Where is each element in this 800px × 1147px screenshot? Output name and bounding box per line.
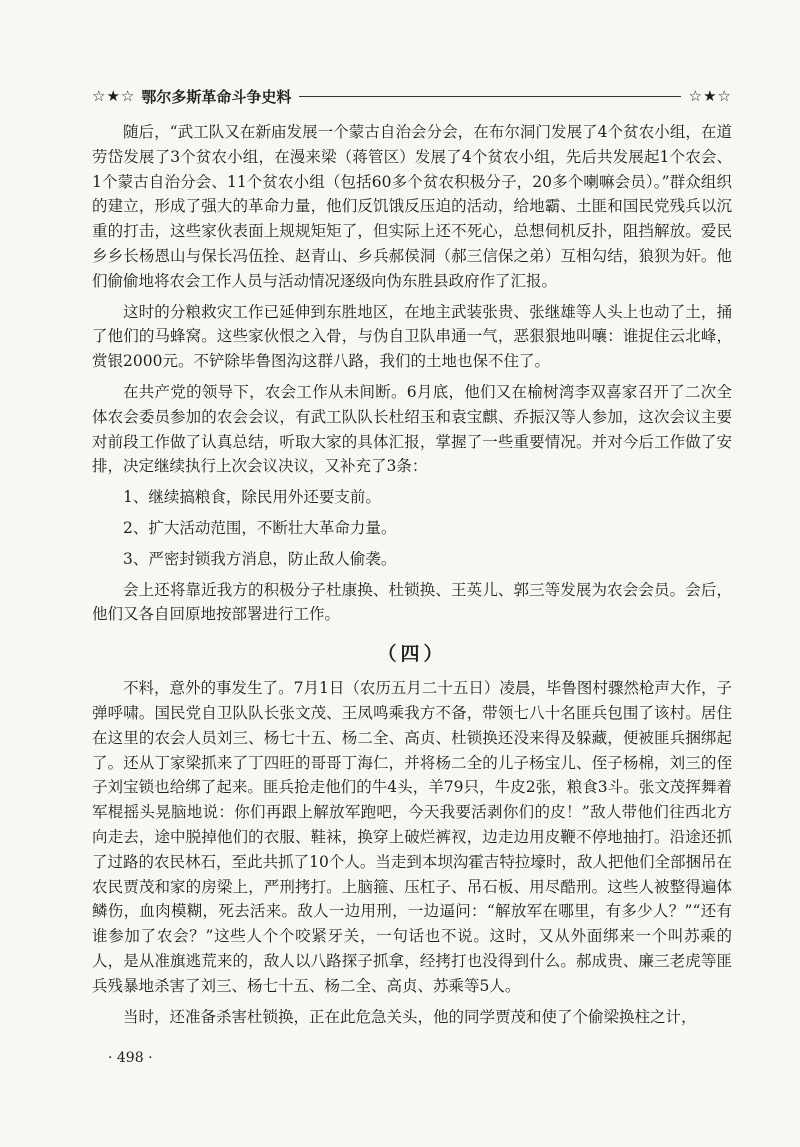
paragraph: 会上还将靠近我方的积极分子杜康换、杜锁换、王英儿、郭三等发展为农会会员。会后，他们又各自回原地按部署进行工作。 — [92, 580, 732, 624]
list-item: 1、继续搞粮食，除民用外还要支前。 — [123, 488, 381, 507]
page-body — [92, 120, 732, 1035]
header-title: 鄂尔多斯革命斗争史料 — [141, 87, 292, 106]
header-stars-right: ☆★☆ — [688, 87, 732, 105]
section-heading: （四） — [377, 643, 447, 666]
header-rule — [299, 96, 680, 97]
paragraph: 随后，“武工队又在新庙发展一个蒙古自治会分会，在布尔洞门发展了4个贫农小组，在道劳岱发展了3个贫农小组，在漫来梁（蒋管区）发展了4个贫农小组，先后共发展起1个农会、1个蒙古自治分会、11个贫农小组（包括60多个贫农积极分子，20多个喇嘛会员）。”群众组织的建立，形成了强大的革命力量，他们反饥饿反压迫的活动，给地霸、土匪和国民党残兵以沉重的打击，这些家伙表面上规规矩矩了，但实际上还不死心，总想伺机反扑，阻挡解放。爱民乡乡长杨恩山与保长冯伍拴、赵青山、乡兵郝侯洞（郝三信保之弟）互相勾结，狼狈为奸。他们偷偷地将农会工作人员与活动情况逐级向伪东胜县政府作了汇报。 — [92, 123, 732, 290]
running-header — [92, 84, 732, 108]
list-item: 2、扩大活动范围，不断壮大革命力量。 — [123, 518, 397, 537]
paragraph: 当时，还准备杀害杜锁换，正在此危急关头，他的同学贾茂和使了个偷梁换柱之计， — [123, 1007, 697, 1026]
header-stars-left: ☆★☆ — [92, 87, 136, 105]
list-item: 3、严密封锁我方消息，防止敌人偷袭。 — [123, 549, 397, 568]
page-number: · 498 · — [108, 1050, 153, 1066]
paragraph: 这时的分粮救灾工作已延伸到东胜地区，在地主武装张贵、张继雄等人头上也动了土，捅了他们的马蜂窝。这些家伙恨之入骨，与伪自卫队串通一气，恶狠狠地叫嚷：谁捉住云北峰，赏银2000元。不铲除毕鲁图沟这群八路，我们的土地也保不住了。 — [92, 302, 732, 371]
paragraph: 不料，意外的事发生了。7月1日（农历五月二十五日）凌晨，毕鲁图村骤然枪声大作，子弹呼啸。国民党自卫队队长张文茂、王凤鸣乘我方不备，带领七八十名匪兵包围了该村。居住在这里的农会人员刘三、杨七十五、杨二全、高贞、杜锁换还没来得及躲藏，便被匪兵捆绑起了。还从丁家梁抓来了丁四旺的哥哥丁海仁，并将杨二全的儿子杨宝儿、侄子杨棉，刘三的侄子刘宝锁也给绑了起来。匪兵抢走他们的牛4头，羊79只，牛皮2张，粮食3斗。张文茂挥舞着军棍摇头晃脑地说：你们再跟上解放军跑吧，今天我要活剥你们的皮！”敌人带他们往西北方向走去，途中脱掉他们的衣服、鞋袜，换穿上破烂裤衩，边走边用皮鞭不停地抽打。沿途还抓了过路的农民林石，至此共抓了10个人。当走到本坝沟霍吉特拉壕时，敌人把他们全部捆吊在农民贾茂和家的房梁上，严刑拷打。上脑箍、压杠子、吊石板、用尽酷刑。这些人被整得遍体鳞伤，血肉模糊，死去活来。敌人一边用刑，一边逼问：“解放军在哪里，有多少人？”“还有谁参加了农会？”这些人个个咬紧牙关，一句话也不说。这时，又从外面绑来一个叫苏乘的人，是从准旗逃荒来的，敌人以八路探子抓拿，经拷打也没得到什么。郝成贵、廉三老虎等匪兵残暴地杀害了刘三、杨七十五、杨二全、高贞、苏乘等5人。 — [92, 679, 732, 995]
paragraph: 在共产党的领导下，农会工作从未间断。6月底，他们又在榆树湾李双喜家召开了二次全体农会委员参加的农会会议，有武工队队长杜绍玉和袁宝麒、乔振汉等人参加，这次会议主要对前段工作做了认真总结，听取大家的具体汇报，掌握了一些重要情况。并对今后工作做了安排，决定继续执行上次会议决议，又补充了3条： — [92, 382, 732, 476]
